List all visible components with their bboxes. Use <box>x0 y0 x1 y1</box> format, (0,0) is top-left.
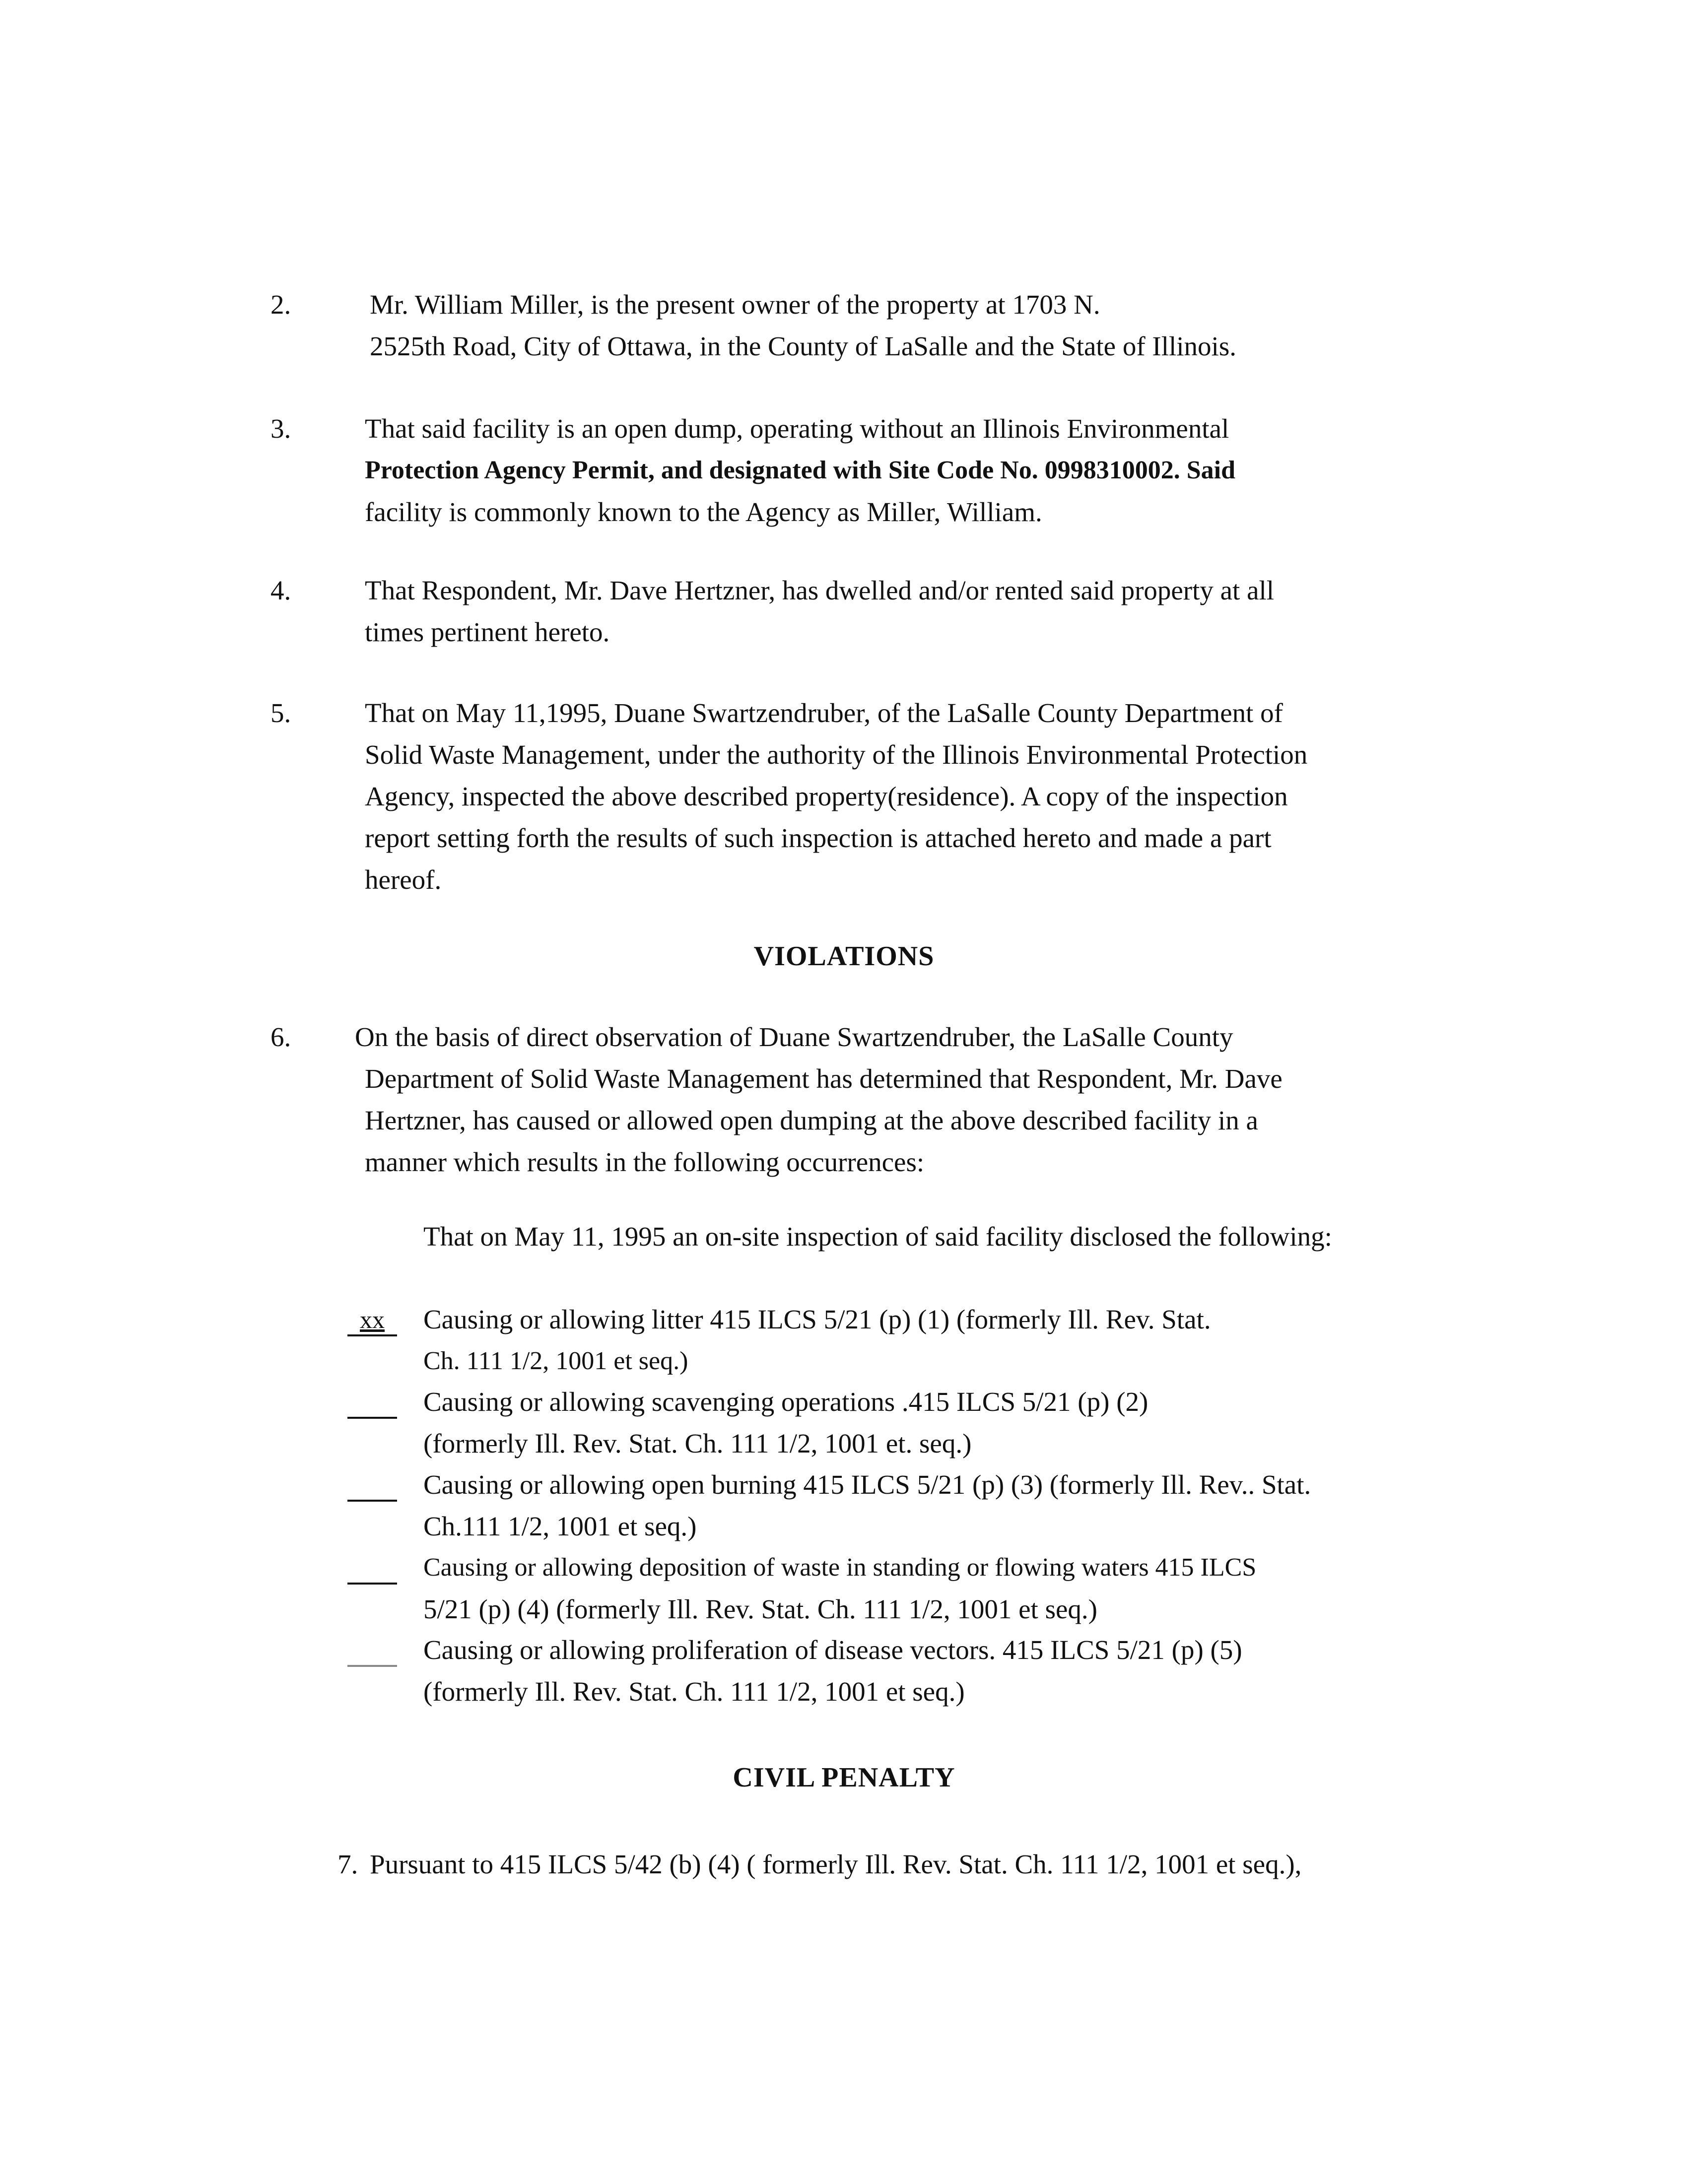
paragraph-line: Department of Solid Waste Management has determined that Respondent, Mr. Dave <box>365 1063 1283 1094</box>
paragraph-number: 4. <box>270 575 291 605</box>
paragraph-line: manner which results in the following occurrences: <box>365 1147 925 1177</box>
paragraph-line: On the basis of direct observation of Duane Swartzendruber, the LaSalle County <box>355 1022 1233 1052</box>
paragraph-line: Solid Waste Management, under the authority of the Illinois Environmental Protection <box>365 739 1308 770</box>
paragraph-line: report setting forth the results of such inspection is attached hereto and made a part <box>365 823 1272 853</box>
paragraph-6 <box>270 1016 1434 1183</box>
violation-line: Ch.111 1/2, 1001 et seq.) <box>423 1511 697 1541</box>
violation-line: Causing or allowing litter 415 ILCS 5/21 (p) (1) (formerly Ill. Rev. Stat. <box>423 1304 1211 1334</box>
paragraph-line: That said facility is an open dump, operating without an Illinois Environmental <box>365 413 1229 444</box>
violation-line: Causing or allowing scavenging operations .415 ILCS 5/21 (p) (2) <box>423 1387 1148 1417</box>
violation-line: Causing or allowing deposition of waste in standing or flowing waters 415 ILCS <box>423 1553 1257 1582</box>
violation-line: Causing or allowing open burning 415 ILCS 5/21 (p) (3) (formerly Ill. Rev.. Stat. <box>423 1469 1311 1500</box>
paragraph-number: 2. <box>270 289 291 320</box>
paragraph-5 <box>270 692 1434 901</box>
violation-line: (formerly Ill. Rev. Stat. Ch. 111 1/2, 1001 et seq.) <box>423 1676 965 1707</box>
paragraph-line: That on May 11,1995, Duane Swartzendruber, of the LaSalle County Department of <box>365 698 1283 728</box>
paragraph-line: Agency, inspected the above described property(residence). A copy of the inspection <box>365 781 1288 811</box>
paragraph-line: That Respondent, Mr. Dave Hertzner, has dwelled and/or rented said property at all <box>365 575 1275 605</box>
violation-line: Ch. 111 1/2, 1001 et seq.) <box>423 1347 688 1375</box>
checkbox-mark <box>347 1464 397 1502</box>
paragraph-line: Mr. William Miller, is the present owner of the property at 1703 N. <box>370 289 1100 320</box>
checkbox-mark: xx <box>347 1299 397 1336</box>
violations-heading: VIOLATIONS <box>753 941 935 972</box>
checkbox-mark <box>347 1547 397 1585</box>
civil-penalty-heading: CIVIL PENALTY <box>733 1762 955 1793</box>
paragraph-3 <box>270 408 1434 533</box>
paragraph-line: facility is commonly known to the Agency as Miller, William. <box>365 497 1042 527</box>
violation-line: 5/21 (p) (4) (formerly Ill. Rev. Stat. Ch. 111 1/2, 1001 et seq.) <box>423 1594 1097 1624</box>
paragraph-4 <box>270 570 1434 653</box>
paragraph-2 <box>270 284 1434 367</box>
paragraph-number: 6. <box>270 1022 291 1052</box>
checkbox-mark <box>347 1629 397 1667</box>
paragraph-line: hereof. <box>365 864 442 895</box>
violation-line: Causing or allowing proliferation of disease vectors. 415 ILCS 5/21 (p) (5) <box>423 1635 1242 1665</box>
paragraph-line: Hertzner, has caused or allowed open dumping at the above described facility in a <box>365 1105 1258 1135</box>
paragraph-line: Protection Agency Permit, and designated with Site Code No. 0998310002. Said <box>365 456 1235 484</box>
paragraph-number: 5. <box>270 698 291 728</box>
violation-text <box>423 1381 1490 1464</box>
violation-text <box>423 1299 1490 1382</box>
paragraph-line: Pursuant to 415 ILCS 5/42 (b) (4) ( formerly Ill. Rev. Stat. Ch. 111 1/2, 1001 et seq.), <box>370 1849 1302 1879</box>
violation-text <box>423 1464 1490 1547</box>
violation-line: (formerly Ill. Rev. Stat. Ch. 111 1/2, 1001 et. seq.) <box>423 1428 972 1458</box>
paragraph-number: 7. <box>338 1849 358 1879</box>
paragraph-7 <box>338 1844 1454 1885</box>
violation-text <box>423 1629 1490 1713</box>
paragraph-line: times pertinent hereto. <box>365 617 610 647</box>
paragraph-line: 2525th Road, City of Ottawa, in the County of LaSalle and the State of Illinois. <box>370 331 1236 361</box>
paragraph-number: 3. <box>270 413 291 444</box>
violation-text <box>423 1547 1490 1630</box>
inspection-intro: That on May 11, 1995 an on-site inspection of said facility disclosed the following: <box>423 1221 1332 1252</box>
checkbox-mark <box>347 1381 397 1419</box>
